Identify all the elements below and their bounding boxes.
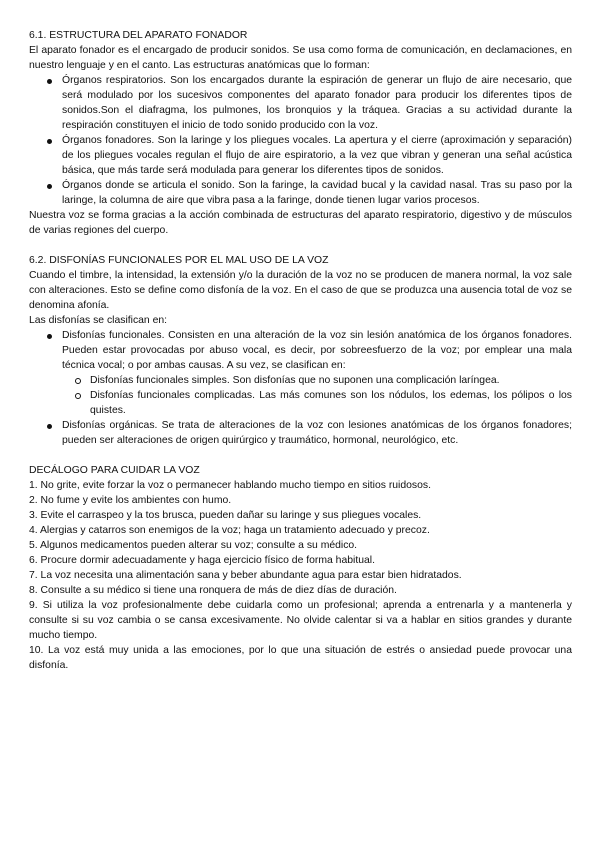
bullet-icon <box>47 184 52 189</box>
classification-label: Las disfonías se clasifican en: <box>29 315 168 326</box>
bullet-icon <box>47 139 52 144</box>
bullet-icon <box>47 79 52 84</box>
list-item: Órganos fonadores. Son la laringe y los pliegues vocales. La apertura y el cierre (aproximación y separación) de los pliegues vocales regulan el flujo de aire espiratorio, a la vez que vibran y generan una señal acústica básica, que más tarde será modulada para generar los diferentes tipos de sonidos. <box>29 133 572 178</box>
section-estructura <box>29 28 572 238</box>
decalogue-item: 2. No fume y evite los ambientes con humo. <box>29 495 232 506</box>
organ-list <box>29 73 572 208</box>
functional-sublist <box>62 373 572 418</box>
decalogue-item: 3. Evite el carraspeo y la tos brusca, pueden dañar su laringe y sus pliegues vocales. <box>29 510 422 521</box>
list-item: Órganos respiratorios. Son los encargados durante la espiración de generar un flujo de aire necesario, que será modulado por los sucesivos componentes del aparato fonador para producir los diferentes tipos de sonidos.Son el diafragma, los pulmones, los bronquios y la tráquea. Gracias a su actividad durante la respiración constituyen el inicio de todo sonido producido con la voz. <box>29 73 572 133</box>
decalogue-item: 6. Procure dormir adecuadamente y haga ejercicio físico de forma habitual. <box>29 555 375 566</box>
section-disfonias <box>29 253 572 448</box>
section-title: DECÁLOGO PARA CUIDAR LA VOZ <box>29 465 200 476</box>
list-item: Disfonías orgánicas. Se trata de alteraciones de la voz con lesiones anatómicas de los órganos fonadores; pueden ser alteraciones de origen quirúrgico y traumático, hormonal, neurológico, etc. <box>29 418 572 448</box>
document-page <box>29 28 572 688</box>
bullet-icon <box>47 334 52 339</box>
decalogue-item: 1. No grite, evite forzar la voz o permanecer hablando mucho tiempo en sitios ruidosos. <box>29 480 431 491</box>
decalogue-item: 8. Consulte a su médico si tiene una ronquera de más de diez días de duración. <box>29 585 397 596</box>
decalogue-item: 7. La voz necesita una alimentación sana y beber abundante agua para estar bien hidratados. <box>29 570 462 581</box>
section-closing: Nuestra voz se forma gracias a la acción combinada de estructuras del aparato respiratorio, digestivo y de músculos de varias regiones del cuerpo. <box>29 210 572 236</box>
list-item: Disfonías funcionales. Consisten en una alteración de la voz sin lesión anatómica de los órganos fonadores. Pueden estar provocadas por abuso vocal, es decir, por sobreesfuerzo de la voz; por emplear una mala técnica vocal; o por ambas causas. A su vez, se clasifican en: Disfonías funcionales simples. Son disfonías que no suponen una complicación laríngea. Disfonías funcionales complicadas. Las más comunes son los nódulos, los edemas, los pólipos o los quistes. <box>29 328 572 418</box>
list-item: Órganos donde se articula el sonido. Son la faringe, la cavidad bucal y la cavidad nasal. Tras su paso por la laringe, la columna de aire que vibra pasa a la faringe, donde tienen lugar varios procesos. <box>29 178 572 208</box>
section-intro: El aparato fonador es el encargado de producir sonidos. Se usa como forma de comunicación, en declamaciones, en nuestro lenguaje y en el canto. Las estructuras anatómicas que lo forman: <box>29 45 572 71</box>
decalogue-item: 5. Algunos medicamentos pueden alterar su voz; consulte a su médico. <box>29 540 358 551</box>
dysphonia-list <box>29 328 572 448</box>
decalogue-item: 4. Alergias y catarros son enemigos de la voz; haga un tratamiento adecuado y precoz. <box>29 525 430 536</box>
section-decalogo <box>29 463 572 673</box>
decalogue-list <box>29 478 572 673</box>
sub-list-item: Disfonías funcionales complicadas. Las más comunes son los nódulos, los edemas, los pólipos o los quistes. <box>62 388 572 418</box>
bullet-icon <box>47 424 52 429</box>
sub-list-item: Disfonías funcionales simples. Son disfonías que no suponen una complicación laríngea. <box>62 373 572 388</box>
section-title: 6.1. ESTRUCTURA DEL APARATO FONADOR <box>29 30 248 41</box>
decalogue-item: 10. La voz está muy unida a las emociones, por lo que una situación de estrés o ansiedad puede provocar una disfonía. <box>29 645 572 671</box>
hollow-bullet-icon <box>75 393 81 399</box>
hollow-bullet-icon <box>75 378 81 384</box>
section-intro: Cuando el timbre, la intensidad, la extensión y/o la duración de la voz no se producen de manera normal, la voz sale con alteraciones. Esto se define como disfonía de la voz. En el caso de que se produzca una ausencia total de voz se denomina afonía. <box>29 270 572 311</box>
section-title: 6.2. DISFONÍAS FUNCIONALES POR EL MAL USO DE LA VOZ <box>29 255 329 266</box>
decalogue-item: 9. Si utiliza la voz profesionalmente debe cuidarla como un profesional; aprenda a entrenarla y a mantenerla y consulte si su voz cambia o se cansa excesivamente. No olvide calentar si va a hablar en sitios grandes y durante mucho tiempo. <box>29 600 572 641</box>
